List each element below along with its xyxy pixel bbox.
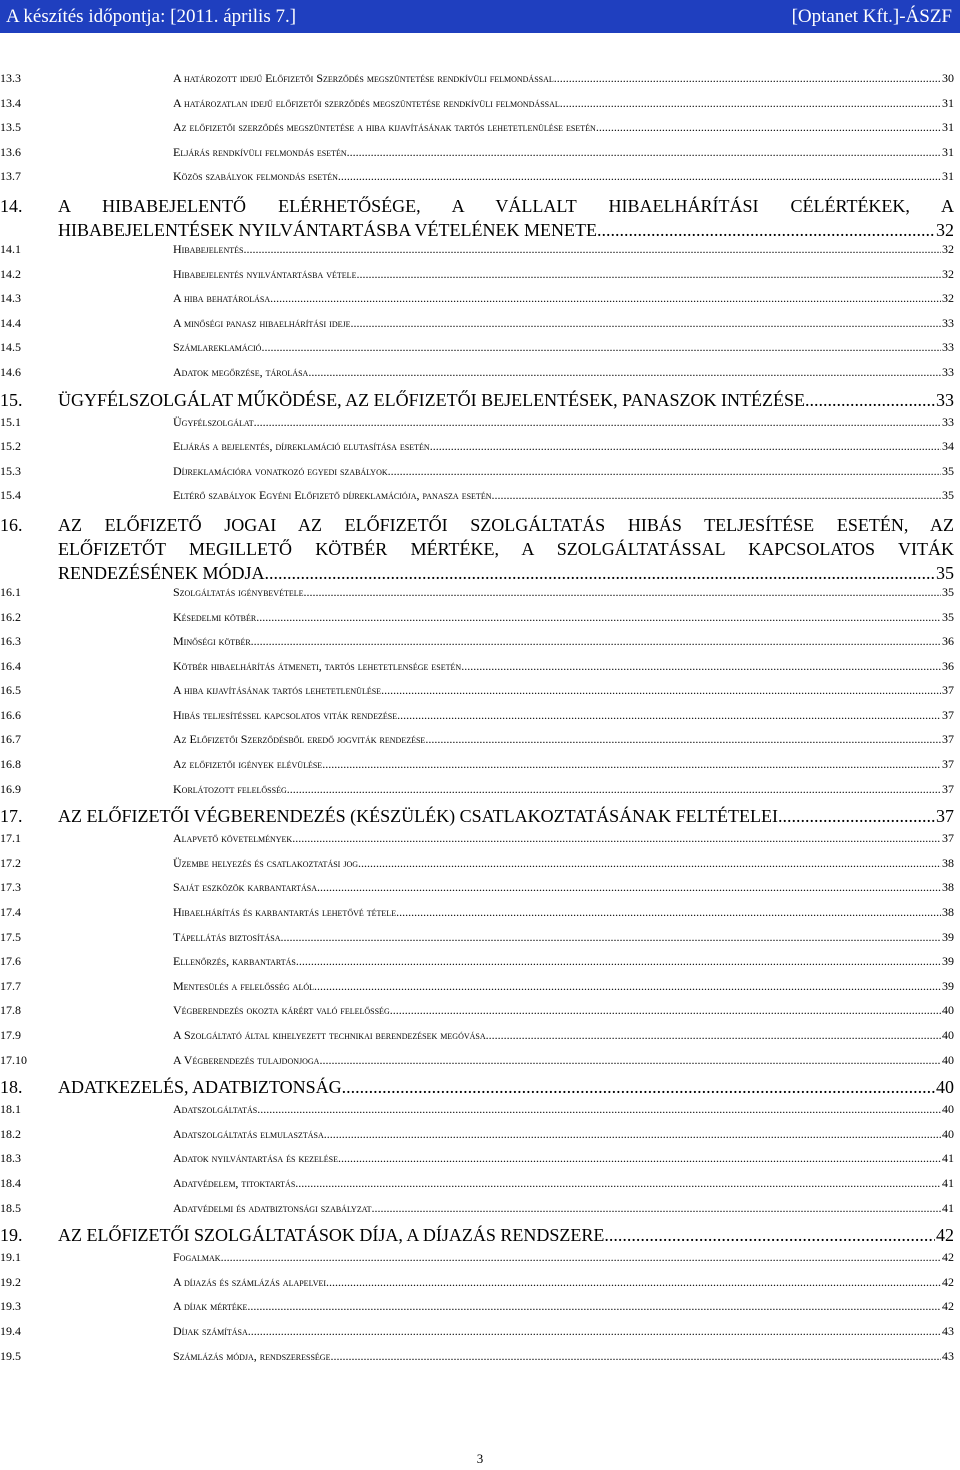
toc-leader-dots	[308, 365, 941, 380]
toc-entry-page: 31	[942, 169, 954, 184]
toc-entry[interactable]	[0, 1102, 960, 1127]
toc-leader-dots	[251, 634, 941, 649]
toc-entry[interactable]	[0, 659, 960, 684]
toc-entry[interactable]	[0, 831, 960, 856]
toc-entry-page: 40	[942, 1102, 954, 1117]
toc-entry-number: 13.5	[0, 120, 21, 135]
toc-entry[interactable]	[0, 1250, 960, 1275]
toc-entry-number: 14.	[0, 195, 23, 216]
toc-entry-number: 15.1	[0, 414, 21, 429]
toc-entry[interactable]	[0, 488, 960, 513]
toc-entry[interactable]	[0, 1176, 960, 1201]
toc-entry-page: 38	[942, 905, 954, 920]
toc-leader-dots	[338, 169, 941, 184]
toc-entry-page: 31	[942, 120, 954, 135]
toc-entry-title: HIBABEJELENTÉSEK NYILVÁNTARTÁSBA VÉTELÉNEK MENETE	[58, 219, 597, 240]
toc-entry-title: Késedelmi kötbér	[173, 609, 257, 624]
toc-entry-title: AZ ELŐFIZETŐI SZOLGÁLTATÁSOK DÍJA, A DÍJAZÁS RENDSZERE	[58, 1225, 605, 1246]
toc-leader-dots	[248, 1324, 941, 1339]
toc-entry-page: 31	[942, 144, 954, 159]
toc-entry-title: A díjazás és számlázás alapelvei	[173, 1274, 327, 1289]
toc-entry-page: 31	[942, 95, 954, 110]
toc-entry-title: Adatok megőrzése, tárolása	[173, 364, 309, 379]
toc-entry[interactable]	[0, 1151, 960, 1176]
toc-entry-page: 35	[936, 562, 954, 583]
toc-entry-number: 17.6	[0, 954, 21, 969]
toc-leader-dots	[292, 831, 941, 846]
toc-entry-number: 15.3	[0, 463, 21, 478]
toc-entry-page: 37	[942, 683, 954, 698]
toc-leader-dots	[322, 757, 941, 772]
toc-entry-page: 42	[942, 1250, 954, 1265]
toc-entry-page: 34	[942, 439, 954, 454]
toc-entry-title: Korlátozott felelősség	[173, 781, 287, 796]
toc-entry-title: Adatok nyilvántartása és kezelése	[173, 1151, 338, 1166]
toc-entry-number: 14.5	[0, 340, 21, 355]
toc-entry-title: A hiba kijavításának tartós lehetetlenülése	[173, 683, 382, 698]
toc-entry[interactable]	[0, 954, 960, 979]
toc-entry-title: ELŐFIZETŐT MEGILLETŐ KÖTBÉR MÉRTÉKE, A SZOLGÁLTATÁSSAL KAPCSOLATOS VITÁK	[58, 538, 954, 559]
toc-entry-page: 39	[942, 929, 954, 944]
toc-entry-title: Saját eszközök karbantartása	[173, 880, 317, 895]
toc-entry[interactable]	[0, 415, 960, 440]
toc-entry[interactable]	[0, 1324, 960, 1349]
toc-entry-number: 17.4	[0, 905, 21, 920]
toc-entry[interactable]	[0, 1349, 960, 1374]
toc-entry-number: 17.2	[0, 855, 21, 870]
toc-entry-page: 41	[942, 1200, 954, 1215]
toc-leader-dots	[330, 1349, 941, 1364]
toc-entry[interactable]	[0, 880, 960, 905]
toc-entry[interactable]	[0, 856, 960, 881]
toc-entry-title: Ügyfélszolgálat	[173, 414, 254, 429]
toc-entry[interactable]	[0, 96, 960, 121]
toc-entry[interactable]	[0, 390, 960, 415]
toc-entry-number: 15.2	[0, 439, 21, 454]
toc-entry-title: Díjreklamációra vonatkozó egyedi szabályok	[173, 463, 388, 478]
toc-entry-title: Eltérő szabályok Egyéni Előfizető díjreklamációja, panasza esetén	[173, 488, 492, 503]
toc-entry-page: 36	[942, 658, 954, 673]
toc-entry-title: A Szolgáltató által kihelyezett technikai berendezések megóvása	[173, 1028, 486, 1042]
toc-leader-dots	[243, 242, 941, 257]
toc-entry-title: Az előfizetői igények elévülése	[173, 757, 323, 772]
toc-entry-number: 13.6	[0, 144, 21, 159]
toc-entry-number: 19.1	[0, 1250, 21, 1265]
toc-entry-page: 35	[942, 463, 954, 478]
toc-leader-dots	[265, 561, 936, 585]
toc-leader-dots	[396, 905, 941, 920]
toc-entry[interactable]	[0, 242, 960, 267]
toc-entry[interactable]	[0, 365, 960, 390]
toc-entry[interactable]	[0, 169, 960, 194]
toc-entry-number: 15.	[0, 389, 23, 410]
toc-entry-page: 40	[942, 1003, 954, 1018]
toc-entry-number: 16.1	[0, 584, 21, 599]
toc-entry-number: 16.6	[0, 707, 21, 722]
toc-entry-number: 16.8	[0, 757, 21, 772]
toc-entry-page: 35	[942, 488, 954, 503]
toc-entry-title: Hibás teljesítéssel kapcsolatos viták rendezése	[173, 707, 398, 722]
toc-entry-page: 43	[942, 1323, 954, 1338]
toc-entry[interactable]	[0, 732, 960, 757]
toc-entry-title: Adatszolgáltatás elmulasztása	[173, 1126, 324, 1141]
toc-entry[interactable]	[0, 1275, 960, 1300]
toc-entry-title: Tápellátás biztosítása	[173, 929, 281, 944]
toc-entry[interactable]	[0, 708, 960, 733]
toc-leader-dots	[295, 1176, 941, 1191]
toc-entry-title: Ellenőrzés, karbantartás	[173, 954, 296, 969]
toc-entry[interactable]	[0, 513, 960, 585]
toc-entry-title: Eljárás a bejelentés, díjreklamáció elutasítása esetén	[173, 439, 430, 454]
toc-entry[interactable]	[0, 1028, 960, 1053]
toc-leader-dots	[372, 1201, 942, 1216]
toc-entry-page: 41	[942, 1151, 954, 1166]
toc-entry-page: 37	[942, 757, 954, 772]
table-of-contents	[0, 71, 960, 1373]
toc-entry-page: 36	[942, 634, 954, 649]
toc-leader-dots	[486, 1028, 941, 1043]
toc-leader-dots	[358, 856, 941, 871]
toc-entry-title: A határozatlan idejű előfizetői szerződés megszüntetése rendkívüli felmondással	[173, 95, 560, 110]
toc-entry-number: 19.5	[0, 1348, 21, 1363]
toc-entry[interactable]	[0, 1077, 960, 1102]
toc-leader-dots	[317, 880, 941, 895]
toc-entry-page: 33	[942, 414, 954, 429]
toc-entry-page: 40	[942, 1126, 954, 1141]
toc-entry-title: ADATKEZELÉS, ADATBIZTONSÁG	[58, 1077, 342, 1098]
toc-entry-page: 35	[942, 609, 954, 624]
toc-entry-number: 19.	[0, 1225, 23, 1246]
toc-entry[interactable]	[0, 979, 960, 1004]
toc-entry[interactable]	[0, 145, 960, 170]
toc-entry-page: 33	[942, 315, 954, 330]
toc-entry-title: Eljárás rendkívüli felmondás esetén	[173, 144, 347, 159]
toc-entry[interactable]	[0, 806, 960, 831]
toc-entry-title: Alapvető követelmények	[173, 831, 293, 846]
toc-entry-number: 18.2	[0, 1126, 21, 1141]
toc-entry-title: Hibabejelentés	[173, 241, 244, 256]
toc-entry-title: AZ ELŐFIZETŐ JOGAI AZ ELŐFIZETŐI SZOLGÁLTATÁS HIBÁS TELJESÍTÉSE ESETÉN, AZ	[58, 514, 954, 535]
toc-entry-page: 39	[942, 954, 954, 969]
toc-entry-number: 18.5	[0, 1200, 21, 1215]
toc-leader-dots	[491, 488, 941, 503]
toc-entry-title: ÜGYFÉLSZOLGÁLAT MŰKÖDÉSE, AZ ELŐFIZETŐI BEJELENTÉSEK, PANASZOK INTÉZÉSE	[58, 389, 805, 410]
toc-entry-title: A HIBABEJELENTŐ ELÉRHETŐSÉGE, A VÁLLALT HIBAELHÁRÍTÁSI CÉLÉRTÉKEK, A	[58, 195, 954, 216]
toc-entry-number: 13.7	[0, 169, 21, 184]
toc-entry-page: 30	[942, 71, 954, 85]
toc-entry-page: 40	[936, 1077, 954, 1098]
toc-entry-title: Adatvédelem, titoktartás	[173, 1175, 296, 1190]
toc-entry[interactable]	[0, 1225, 960, 1250]
toc-entry-number: 17.5	[0, 929, 21, 944]
toc-leader-dots	[304, 585, 942, 600]
toc-entry[interactable]	[0, 194, 960, 242]
toc-leader-dots	[461, 659, 941, 674]
toc-entry-page: 32	[942, 266, 954, 281]
toc-entry-number: 16.3	[0, 634, 21, 649]
toc-entry[interactable]	[0, 439, 960, 464]
toc-entry-page: 42	[936, 1225, 954, 1246]
toc-leader-dots	[805, 390, 935, 411]
toc-leader-dots	[425, 732, 941, 747]
toc-leader-dots	[296, 954, 941, 969]
toc-entry-title: Hibabejelentés nyilvántartásba vétele	[173, 266, 357, 281]
toc-leader-dots	[390, 1003, 941, 1018]
toc-entry[interactable]	[0, 757, 960, 782]
toc-entry-title: Szolgáltatás igénybevétele	[173, 584, 304, 599]
toc-entry-title: Díjak számítása	[173, 1323, 248, 1338]
toc-leader-dots	[388, 464, 941, 479]
toc-entry-page: 38	[942, 855, 954, 870]
toc-leader-dots	[350, 316, 941, 331]
toc-entry-title: A díjak mértéke	[173, 1299, 248, 1314]
toc-entry[interactable]	[0, 905, 960, 930]
toc-leader-dots	[261, 340, 941, 355]
toc-entry-number: 18.	[0, 1077, 23, 1098]
toc-entry-number: 16.2	[0, 609, 21, 624]
toc-entry-number: 14.2	[0, 266, 21, 281]
toc-entry-title: A hiba behatárolása	[173, 291, 271, 306]
page-number: 3	[476, 1451, 484, 1466]
toc-entry-number: 19.4	[0, 1323, 21, 1338]
toc-entry[interactable]	[0, 1003, 960, 1028]
toc-entry-page: 33	[942, 340, 954, 355]
toc-entry[interactable]	[0, 71, 960, 96]
toc-entry-number: 14.4	[0, 315, 21, 330]
toc-entry-page: 40	[942, 1052, 954, 1067]
toc-leader-dots	[287, 782, 941, 797]
toc-entry-title: Hibaelhárítás és karbantartás lehetővé tétele	[173, 905, 397, 920]
toc-leader-dots	[338, 1151, 941, 1166]
toc-entry-number: 17.10	[0, 1052, 27, 1067]
toc-leader-dots	[356, 267, 941, 282]
toc-entry-number: 19.3	[0, 1299, 21, 1314]
toc-entry-page: 33	[942, 364, 954, 379]
toc-entry-number: 17.3	[0, 880, 21, 895]
toc-entry-title: Adatszolgáltatás	[173, 1102, 258, 1117]
toc-leader-dots	[270, 291, 941, 306]
toc-entry-page: 42	[942, 1274, 954, 1289]
toc-leader-dots	[342, 1077, 935, 1098]
toc-entry-number: 16.5	[0, 683, 21, 698]
toc-leader-dots	[778, 806, 935, 827]
toc-entry-page: 37	[942, 732, 954, 747]
toc-entry-number: 17.9	[0, 1028, 21, 1042]
toc-leader-dots	[247, 1299, 941, 1314]
toc-entry-title: Közös szabályok felmondás esetén	[173, 169, 338, 184]
toc-entry-number: 16.4	[0, 658, 21, 673]
toc-entry-number: 16.9	[0, 781, 21, 796]
toc-entry-title: Üzembe helyezés és csatlakoztatási jog	[173, 855, 358, 870]
toc-entry-number: 17.8	[0, 1003, 21, 1018]
toc-entry-title: Adatvédelmi és adatbiztonsági szabályzat	[173, 1200, 372, 1215]
toc-entry-title: Kötbér hibaelhárítás átmeneti, tartós lehetetlensége esetén	[173, 658, 462, 673]
toc-entry-page: 32	[942, 241, 954, 256]
toc-entry[interactable]	[0, 1299, 960, 1324]
toc-leader-dots	[221, 1250, 941, 1265]
toc-leader-dots	[326, 1275, 941, 1290]
toc-entry-title: Számlareklamáció	[173, 340, 262, 355]
toc-entry-number: 17.7	[0, 978, 21, 993]
toc-entry[interactable]	[0, 120, 960, 145]
toc-entry-number: 13.3	[0, 71, 21, 85]
toc-entry-page: 37	[936, 806, 954, 827]
toc-entry-number: 17.1	[0, 831, 21, 846]
toc-entry[interactable]	[0, 610, 960, 635]
toc-entry-title: A minőségi panasz hibaelhárítási ideje	[173, 315, 351, 330]
toc-entry-number: 16.7	[0, 732, 21, 747]
toc-leader-dots	[604, 1225, 935, 1246]
toc-entry-page: 43	[942, 1348, 954, 1363]
toc-entry-number: 15.4	[0, 488, 21, 503]
toc-entry[interactable]	[0, 340, 960, 365]
toc-entry-title: Fogalmak	[173, 1250, 221, 1265]
toc-entry-title: Mentesülés a felelősség alól	[173, 978, 314, 993]
toc-entry-page: 35	[942, 584, 954, 599]
toc-leader-dots	[254, 415, 941, 430]
toc-entry[interactable]	[0, 1053, 960, 1078]
toc-entry-page: 37	[942, 781, 954, 796]
document-header	[0, 0, 960, 33]
toc-leader-dots	[281, 930, 941, 945]
toc-entry-title: A Végberendezés tulajdonjoga	[173, 1052, 320, 1067]
toc-entry-page: 32	[936, 219, 954, 240]
toc-leader-dots	[381, 683, 941, 698]
toc-entry[interactable]	[0, 1127, 960, 1152]
toc-entry[interactable]	[0, 1201, 960, 1226]
toc-entry-page: 33	[936, 389, 954, 410]
toc-leader-dots	[397, 708, 941, 723]
toc-entry-number: 19.2	[0, 1274, 21, 1289]
document-date: A készítés időpontja: [2011. április 7.]	[6, 6, 297, 27]
toc-entry-number: 16.	[0, 514, 23, 535]
toc-entry-title: Az előfizetői szerződés megszüntetése a hiba kijavításának tartós lehetetlenülése esetén	[173, 120, 596, 135]
toc-leader-dots	[554, 71, 941, 86]
toc-entry-title: AZ ELŐFIZETŐI VÉGBERENDEZÉS (KÉSZÜLÉK) CSATLAKOZTATÁSÁNAK FELTÉTELEI	[58, 806, 778, 827]
document-company: [Optanet Kft.]-ÁSZF	[791, 6, 952, 27]
toc-entry[interactable]	[0, 267, 960, 292]
toc-leader-dots	[430, 439, 941, 454]
toc-entry-number: 14.1	[0, 241, 21, 256]
toc-entry[interactable]	[0, 782, 960, 807]
toc-entry-title: Minőségi kötbér	[173, 634, 251, 649]
toc-entry-page: 40	[942, 1028, 954, 1042]
toc-entry[interactable]	[0, 930, 960, 955]
toc-leader-dots	[347, 145, 941, 160]
toc-entry-number: 14.3	[0, 291, 21, 306]
toc-leader-dots	[319, 1053, 941, 1068]
toc-entry[interactable]	[0, 316, 960, 341]
toc-entry-number: 17.	[0, 806, 23, 827]
toc-entry-title: RENDEZÉSÉNEK MÓDJA	[58, 562, 265, 583]
toc-entry-number: 14.6	[0, 364, 21, 379]
toc-entry[interactable]	[0, 634, 960, 659]
toc-entry-page: 41	[942, 1175, 954, 1190]
toc-entry[interactable]	[0, 464, 960, 489]
toc-entry-title: Végberendezés okozta kárért való felelősség	[173, 1003, 390, 1018]
toc-entry-title: Számlázás módja, rendszeressége	[173, 1348, 331, 1363]
toc-entry-title: A határozott idejű Előfizetői Szerződés megszüntetése rendkívüli felmondással	[173, 71, 554, 85]
toc-leader-dots	[257, 1102, 941, 1117]
toc-entry-number: 18.3	[0, 1151, 21, 1166]
toc-leader-dots	[256, 610, 941, 625]
toc-entry-page: 39	[942, 978, 954, 993]
toc-entry-page: 37	[942, 831, 954, 846]
toc-entry-page: 32	[942, 291, 954, 306]
toc-entry-page: 42	[942, 1299, 954, 1314]
toc-entry-number: 13.4	[0, 95, 21, 110]
toc-entry[interactable]	[0, 683, 960, 708]
toc-entry-page: 37	[942, 707, 954, 722]
toc-entry-number: 18.4	[0, 1175, 21, 1190]
toc-entry-page: 38	[942, 880, 954, 895]
toc-leader-dots	[596, 120, 941, 135]
toc-leader-dots	[314, 979, 941, 994]
toc-entry-number: 18.1	[0, 1102, 21, 1117]
toc-entry[interactable]	[0, 585, 960, 610]
toc-entry-title: Az Előfizetői Szerződésből eredő jogviták rendezése	[173, 732, 426, 747]
toc-entry[interactable]	[0, 291, 960, 316]
toc-leader-dots	[324, 1127, 941, 1142]
toc-leader-dots	[597, 218, 935, 242]
toc-leader-dots	[560, 96, 941, 111]
